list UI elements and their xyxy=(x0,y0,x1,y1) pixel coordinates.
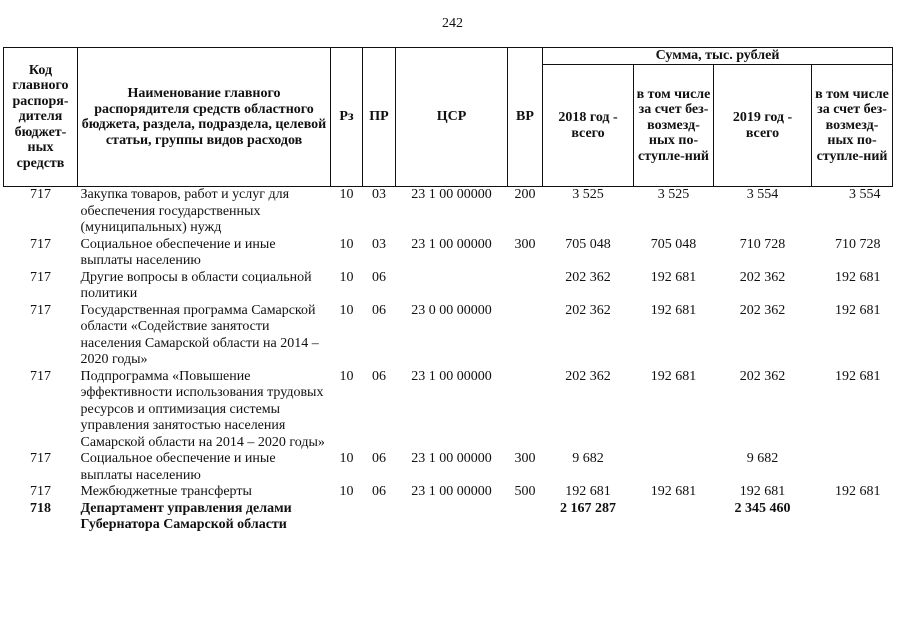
header-total-2019: 2019 год - всего xyxy=(714,65,812,187)
header-total-2018: 2018 год - всего xyxy=(543,65,634,187)
cell-incl-2018 xyxy=(634,451,714,484)
cell-pr: 06 xyxy=(372,368,386,384)
table-row xyxy=(4,451,893,484)
cell-rz: 10 xyxy=(339,451,354,466)
cell-total-2019: 192 681 xyxy=(739,484,786,499)
table-row xyxy=(4,237,893,270)
cell-vr xyxy=(508,270,543,303)
cell-incl-2018: 192 681 xyxy=(650,368,697,384)
cell-csr xyxy=(396,501,508,534)
cell-incl-2018: 3 525 xyxy=(657,187,690,202)
cell-total-2019: 202 362 xyxy=(739,302,786,318)
page-number: 242 xyxy=(442,16,463,31)
header-pr: ПР xyxy=(363,48,396,187)
table-row xyxy=(4,270,893,303)
cell-incl-2018: 192 681 xyxy=(650,484,697,499)
header-incl-2019: в том числе за счет без-возмезд-ных по-ступле-ний xyxy=(812,65,893,187)
cell-csr: 23 1 00 00000 xyxy=(411,484,492,499)
cell-rz: 10 xyxy=(339,236,354,252)
cell-total-2018: 192 681 xyxy=(565,484,611,499)
cell-code: 717 xyxy=(30,269,51,285)
cell-pr: 06 xyxy=(372,302,386,318)
cell-pr xyxy=(363,501,396,534)
cell-pr: 06 xyxy=(372,269,386,285)
cell-incl-2018: 192 681 xyxy=(650,269,697,285)
table-row xyxy=(4,501,893,534)
cell-pr: 03 xyxy=(372,236,386,252)
cell-pr: 03 xyxy=(372,187,386,202)
cell-code: 717 xyxy=(30,451,51,466)
cell-total-2019: 202 362 xyxy=(739,269,786,285)
cell-incl-2019 xyxy=(812,451,893,484)
cell-total-2019: 202 362 xyxy=(739,368,786,384)
header-incl-2018: в том числе за счет без-возмезд-ных по-ступле-ний xyxy=(634,65,714,187)
header-csr: ЦСР xyxy=(396,48,508,187)
cell-pr: 06 xyxy=(372,451,386,466)
budget-table xyxy=(3,47,893,534)
cell-vr: 200 xyxy=(514,187,536,202)
header-code: Код главного распоря-дителя бюджет-ных средств xyxy=(4,48,78,187)
cell-rz: 10 xyxy=(339,302,354,318)
header-name: Наименование главного распорядителя средств областного бюджета, раздела, подраздела, целевой статьи, группы видов расходов xyxy=(78,48,331,187)
cell-incl-2019: 192 681 xyxy=(835,368,881,384)
cell-total-2019: 3 554 xyxy=(746,187,779,202)
cell-incl-2019: 192 681 xyxy=(835,269,881,285)
header-sum-group: Сумма, тыс. рублей xyxy=(543,48,893,65)
cell-incl-2018: 192 681 xyxy=(650,302,697,318)
cell-incl-2019: 192 681 xyxy=(835,484,881,499)
cell-rz: 10 xyxy=(339,187,354,202)
table-body xyxy=(4,187,893,534)
cell-name: Закупка товаров, работ и услуг для обеспечения государственных (муниципальных) нужд xyxy=(80,187,290,235)
cell-incl-2019: 192 681 xyxy=(835,302,881,318)
table-row xyxy=(4,369,893,452)
cell-rz: 10 xyxy=(339,368,354,384)
cell-rz: 10 xyxy=(339,269,354,285)
header-vr: ВР xyxy=(508,48,543,187)
cell-pr: 06 xyxy=(372,484,386,499)
table-header xyxy=(4,48,893,187)
cell-name: Государственная программа Самарской области «Содействие занятости населения Самарской области на 2014 – 2020 годы» xyxy=(80,302,319,367)
cell-total-2019: 9 682 xyxy=(746,451,779,466)
cell-vr xyxy=(508,303,543,369)
cell-total-2018: 9 682 xyxy=(572,451,604,466)
table-row xyxy=(4,484,893,501)
cell-vr xyxy=(508,501,543,534)
cell-csr: 23 1 00 00000 xyxy=(411,187,492,202)
cell-name: Подпрограмма «Повышение эффективности использования трудовых ресурсов и оптимизация системы управления занятостью населения Самарской области на 2014 – 2020 годы» xyxy=(80,368,325,450)
cell-name: Межбюджетные трансферты xyxy=(80,484,252,499)
cell-total-2019: 710 728 xyxy=(739,236,786,252)
cell-name: Социальное обеспечение и иные выплаты населению xyxy=(80,236,276,268)
cell-total-2018: 2 167 287 xyxy=(560,500,616,516)
cell-vr xyxy=(508,369,543,452)
cell-code: 717 xyxy=(30,236,51,252)
cell-total-2018: 202 362 xyxy=(565,368,611,384)
cell-incl-2019: 710 728 xyxy=(835,236,881,252)
cell-rz: 10 xyxy=(339,484,354,499)
cell-code: 717 xyxy=(30,484,51,499)
cell-csr xyxy=(396,270,508,303)
cell-csr: 23 0 00 00000 xyxy=(411,302,492,318)
cell-csr: 23 1 00 00000 xyxy=(411,368,492,384)
cell-incl-2019: 3 554 xyxy=(849,187,881,202)
cell-vr: 500 xyxy=(514,484,536,499)
cell-code: 717 xyxy=(30,302,51,318)
cell-total-2018: 202 362 xyxy=(565,269,611,285)
cell-total-2019: 2 345 460 xyxy=(734,500,791,516)
table-row xyxy=(4,187,893,237)
cell-incl-2018 xyxy=(634,501,714,534)
cell-total-2018: 705 048 xyxy=(565,236,611,252)
cell-total-2018: 3 525 xyxy=(572,187,604,202)
cell-incl-2019 xyxy=(812,501,893,534)
cell-vr: 300 xyxy=(514,451,536,466)
cell-code: 717 xyxy=(30,368,51,384)
cell-code: 717 xyxy=(30,187,51,202)
cell-csr: 23 1 00 00000 xyxy=(411,451,492,466)
cell-name: Другие вопросы в области социальной политики xyxy=(80,269,312,301)
cell-name: Социальное обеспечение и иные выплаты населению xyxy=(80,451,276,483)
cell-rz xyxy=(331,501,363,534)
cell-name: Департамент управления делами Губернатора Самарской области xyxy=(80,500,292,532)
cell-code: 718 xyxy=(30,500,51,516)
cell-total-2018: 202 362 xyxy=(565,302,611,318)
header-rz: Рз xyxy=(331,48,363,187)
table-row xyxy=(4,303,893,369)
cell-incl-2018: 705 048 xyxy=(650,236,697,252)
cell-csr: 23 1 00 00000 xyxy=(411,236,492,252)
cell-vr: 300 xyxy=(514,236,536,252)
